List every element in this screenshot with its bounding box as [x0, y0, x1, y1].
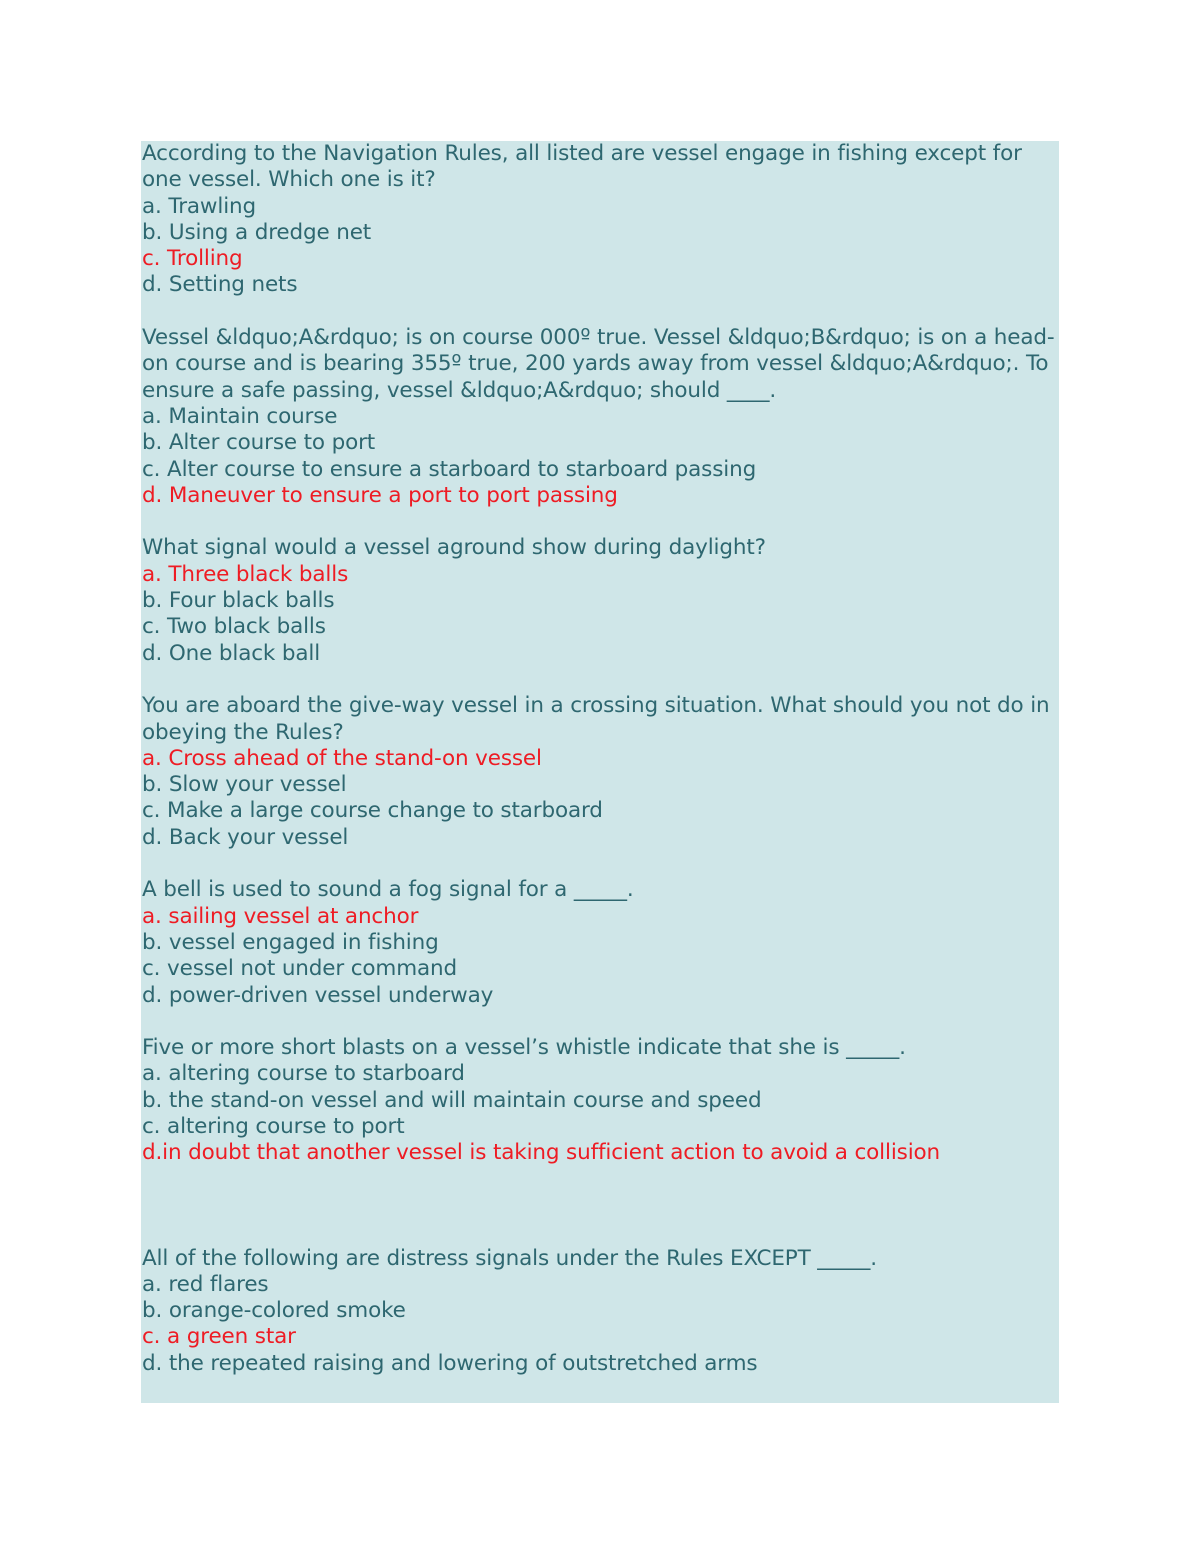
- option-b: b. Alter course to port: [142, 430, 376, 456]
- option-a: a. Maintain course: [142, 403, 338, 429]
- question-block-3: [142, 535, 1058, 666]
- question-block-4: [142, 693, 1058, 851]
- document-content-box: [141, 141, 1059, 1403]
- spacer: [142, 1167, 1058, 1246]
- spacer: [142, 1009, 1058, 1035]
- option-d: d. One black ball: [142, 640, 321, 666]
- question-block-2: [142, 325, 1058, 509]
- option-c: c. Make a large course change to starboard: [142, 798, 603, 824]
- question-block-1: [142, 141, 1058, 299]
- question-block-6: [142, 1035, 1058, 1166]
- option-c: c. Alter course to ensure a starboard to starboard passing: [142, 456, 757, 482]
- question-text: You are aboard the give-way vessel in a crossing situation. What should you not do in obeying the Rules?: [142, 693, 1057, 745]
- option-d: d. power-driven vessel underway: [142, 982, 494, 1008]
- spacer: [142, 851, 1058, 877]
- option-a-correct: a. sailing vessel at anchor: [142, 903, 419, 929]
- option-a: a. red flares: [142, 1271, 269, 1297]
- question-text: Vessel &ldquo;A&rdquo; is on course 000º true. Vessel &ldquo;B&rdquo; is on a head-on course and is bearing 355º true, 200 yards away from vessel &ldquo;A&rdquo;. To ensure a safe passing, vessel &ldquo;A&rdquo; should ____.: [142, 325, 1056, 403]
- question-block-7: [142, 1246, 1058, 1377]
- option-c: c. vessel not under command: [142, 956, 457, 982]
- option-a: a. altering course to starboard: [142, 1061, 465, 1087]
- question-list: [142, 141, 1058, 1377]
- option-b: b. Using a dredge net: [142, 219, 372, 245]
- option-a-correct: a. Cross ahead of the stand-on vessel: [142, 745, 542, 771]
- option-b: b. vessel engaged in fishing: [142, 929, 439, 955]
- question-text: According to the Navigation Rules, all listed are vessel engage in fishing except for one vessel. Which one is it?: [142, 141, 1029, 193]
- spacer: [142, 667, 1058, 693]
- option-c: c. altering course to port: [142, 1113, 405, 1139]
- spacer: [142, 509, 1058, 535]
- spacer: [142, 299, 1058, 325]
- option-c-correct: c. a green star: [142, 1324, 296, 1350]
- option-d: d. the repeated raising and lowering of outstretched arms: [142, 1350, 758, 1376]
- option-d-correct: d.in doubt that another vessel is taking sufficient action to avoid a collision: [142, 1140, 941, 1166]
- option-b: b. Slow your vessel: [142, 772, 347, 798]
- option-d: d. Back your vessel: [142, 824, 349, 850]
- option-d: d. Setting nets: [142, 272, 298, 298]
- option-b: b. the stand-on vessel and will maintain course and speed: [142, 1087, 762, 1113]
- question-text: What signal would a vessel aground show during daylight?: [142, 535, 766, 561]
- option-b: b. orange-colored smoke: [142, 1298, 406, 1324]
- question-text: All of the following are distress signals under the Rules EXCEPT _____.: [142, 1245, 877, 1271]
- question-text: Five or more short blasts on a vessel’s whistle indicate that she is _____.: [142, 1035, 906, 1061]
- option-c-correct: c. Trolling: [142, 246, 243, 272]
- option-a-correct: a. Three black balls: [142, 561, 349, 587]
- option-c: c. Two black balls: [142, 614, 326, 640]
- question-block-5: [142, 877, 1058, 1008]
- option-d-correct: d. Maneuver to ensure a port to port passing: [142, 482, 618, 508]
- question-text: A bell is used to sound a fog signal for a _____.: [142, 877, 634, 903]
- option-a: a. Trawling: [142, 193, 256, 219]
- option-b: b. Four black balls: [142, 588, 335, 614]
